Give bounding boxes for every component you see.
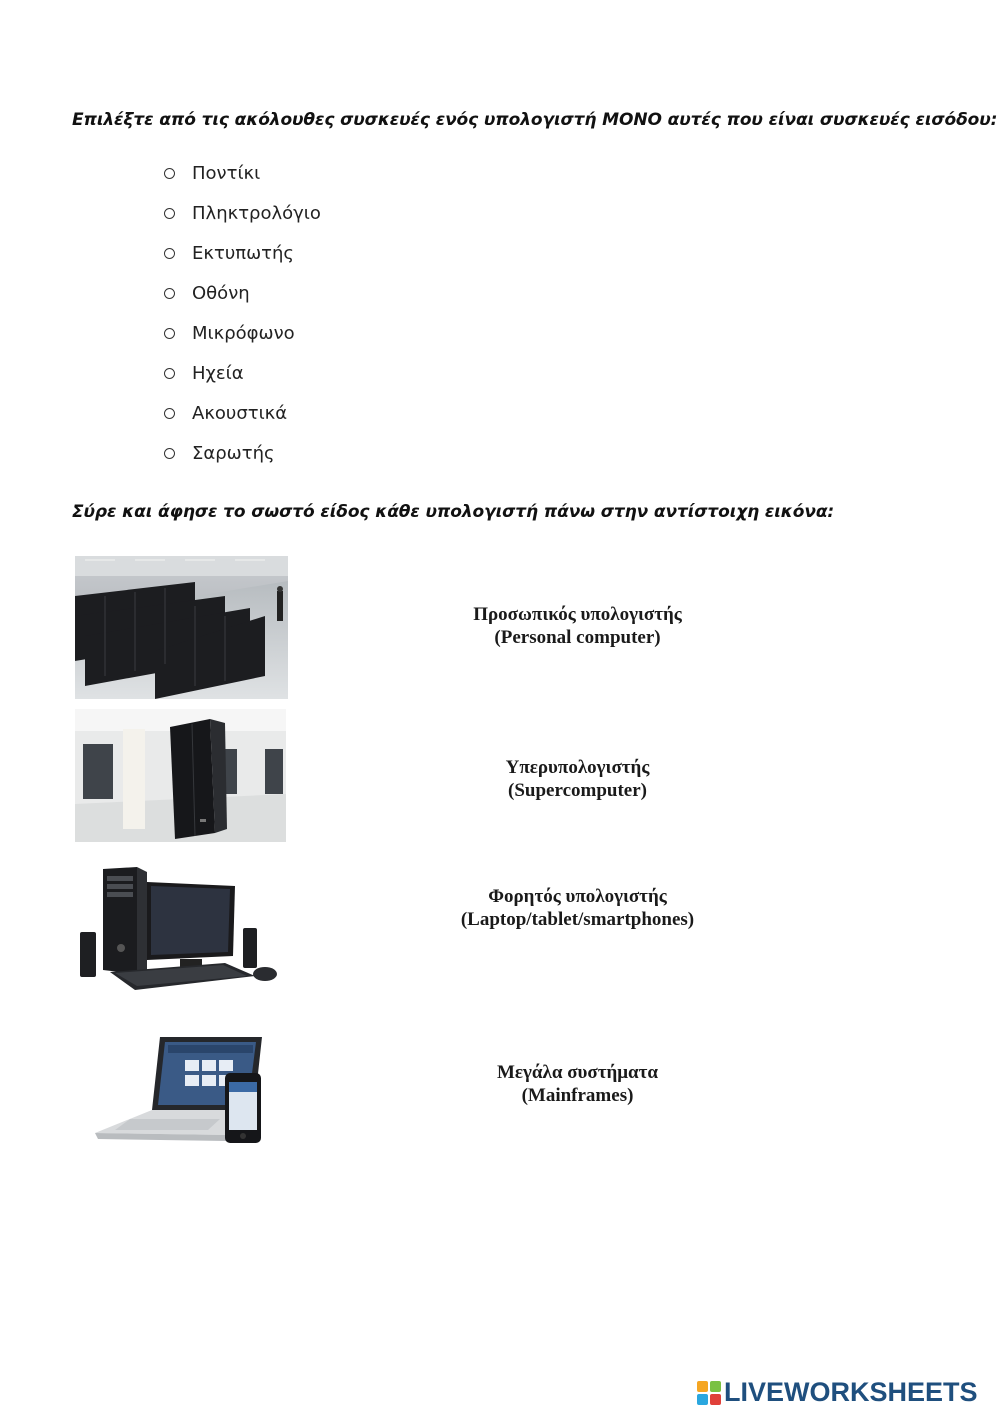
draggable-label-personal-computer[interactable] — [420, 603, 735, 649]
label-greek: Προσωπικός υπολογιστής — [473, 604, 682, 625]
draggable-label-portable-computer[interactable] — [420, 885, 735, 931]
question-1-text: Επιλέξτε από τις ακόλουθες συσκευές ενός υπολογιστή ΜΟΝΟ αυτές που είναι συσκευές εισόδου: — [72, 110, 998, 130]
option-label: Εκτυπωτής — [192, 242, 294, 264]
option-label: Ακουστικά — [192, 402, 288, 424]
radio-circle-icon[interactable] — [164, 248, 175, 259]
label-english: (Mainframes) — [521, 1085, 634, 1106]
radio-circle-icon[interactable] — [164, 328, 175, 339]
logo-text: LIVEWORKSHEETS — [724, 1377, 978, 1407]
question-2-text: Σύρε και άφησε το σωστό είδος κάθε υπολογιστή πάνω στην αντίστοιχη εικόνα: — [72, 502, 835, 522]
label-english: (Laptop/tablet/smartphones) — [460, 909, 695, 930]
label-greek: Φορητός υπολογιστής — [488, 886, 667, 907]
radio-circle-icon[interactable] — [164, 288, 175, 299]
option-label: Μικρόφωνο — [192, 322, 295, 344]
option-scanner[interactable] — [160, 433, 321, 473]
input-devices-option-list — [160, 153, 321, 473]
option-speakers[interactable] — [160, 353, 321, 393]
draggable-label-mainframes[interactable] — [420, 1061, 735, 1107]
radio-circle-icon[interactable] — [164, 368, 175, 379]
draggable-label-supercomputer[interactable] — [420, 756, 735, 802]
radio-circle-icon[interactable] — [164, 448, 175, 459]
option-label: Ποντίκι — [192, 162, 261, 184]
liveworksheets-logo — [697, 1377, 978, 1408]
option-keyboard[interactable] — [160, 193, 321, 233]
label-english: (Supercomputer) — [508, 780, 647, 801]
option-label: Οθόνη — [192, 282, 250, 304]
supercomputer-room-image[interactable] — [75, 556, 288, 699]
option-label: Σαρωτής — [192, 442, 275, 464]
option-microphone[interactable] — [160, 313, 321, 353]
radio-circle-icon[interactable] — [164, 208, 175, 219]
option-printer[interactable] — [160, 233, 321, 273]
mainframe-image[interactable] — [75, 709, 286, 842]
laptop-smartphone-image[interactable] — [90, 1035, 270, 1147]
label-greek: Υπερυπολογιστής — [505, 757, 650, 778]
desktop-pc-image[interactable] — [75, 864, 285, 997]
label-greek: Μεγάλα συστήματα — [496, 1062, 659, 1083]
option-label: Ηχεία — [192, 362, 244, 384]
radio-circle-icon[interactable] — [164, 408, 175, 419]
label-english: (Personal computer) — [494, 627, 661, 648]
option-headphones[interactable] — [160, 393, 321, 433]
option-monitor[interactable] — [160, 273, 321, 313]
option-mouse[interactable] — [160, 153, 321, 193]
logo-grid-icon — [697, 1381, 721, 1405]
radio-circle-icon[interactable] — [164, 168, 175, 179]
option-label: Πληκτρολόγιο — [192, 202, 321, 224]
